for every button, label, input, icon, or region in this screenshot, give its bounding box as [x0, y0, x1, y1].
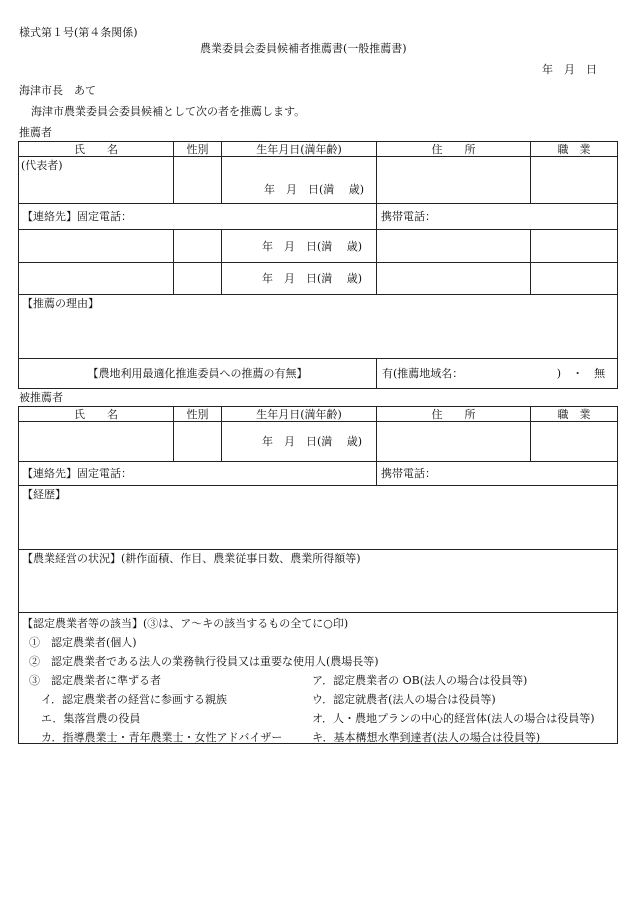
header-birth: 生年月日(満年齢) — [222, 142, 377, 157]
gender-cell-2[interactable] — [174, 230, 222, 263]
farming-cell[interactable] — [19, 550, 618, 613]
name-cell-3[interactable] — [19, 263, 174, 295]
certified-item-e[interactable]: エ．集落営農の役員 — [41, 712, 141, 725]
certified-item-ki[interactable]: キ．基本構想水準到達者(法人の場合は役員等) — [312, 731, 541, 744]
nominee-header-address: 住 所 — [377, 407, 531, 422]
header-address: 住 所 — [377, 142, 531, 157]
address-cell-3[interactable] — [377, 263, 531, 295]
representative-label: (代表者) — [21, 159, 63, 172]
nominee-name-cell[interactable] — [19, 422, 174, 462]
nominee-header-gender: 性別 — [174, 407, 222, 422]
committee-value: 有(推薦地域名： ) ・ 無 — [382, 367, 606, 380]
nominee-birth-cell[interactable]: 年 月 日(満 歳) — [222, 422, 377, 462]
birth-cell[interactable] — [222, 157, 377, 204]
committee-value-cell[interactable] — [377, 359, 618, 389]
header-job: 職 業 — [531, 142, 618, 157]
header-name: 氏 名 — [19, 142, 174, 157]
job-cell[interactable] — [531, 157, 618, 204]
certified-item-u[interactable]: ウ．認定就農者(法人の場合は役員等) — [312, 693, 496, 706]
nominee-gender-cell[interactable] — [174, 422, 222, 462]
nominee-mobile-phone-cell[interactable] — [377, 462, 618, 486]
intro-text: 海津市農業委員会委員候補として次の者を推薦します。 — [31, 105, 306, 118]
job-cell-3[interactable] — [531, 263, 618, 295]
certified-item-o[interactable]: オ．人・農地プランの中心的経営体(法人の場合は役員等) — [312, 712, 595, 725]
job-cell-2[interactable] — [531, 230, 618, 263]
birth-placeholder: 年 月 日(満 歳) — [264, 183, 365, 196]
fixed-phone-label: 【連絡先】固定電話： — [22, 210, 132, 223]
addressee: 海津市長 あて — [19, 84, 96, 97]
gender-cell[interactable] — [174, 157, 222, 204]
reason-label: 【推薦の理由】 — [22, 297, 99, 310]
certified-item-1[interactable]: ① 認定農業者(個人) — [29, 636, 137, 649]
nominee-fixed-phone-label: 【連絡先】固定電話： — [22, 467, 132, 480]
certified-cell — [19, 613, 618, 744]
address-cell[interactable] — [377, 157, 531, 204]
nominee-address-cell[interactable] — [377, 422, 531, 462]
nominee-job-cell[interactable] — [531, 422, 618, 462]
career-label: 【経歴】 — [22, 488, 66, 501]
committee-label-cell: 【農地利用最適化推進委員への推薦の有無】 — [19, 359, 377, 389]
career-cell[interactable] — [19, 486, 618, 550]
nominee-header-name: 氏 名 — [19, 407, 174, 422]
gender-cell-3[interactable] — [174, 263, 222, 295]
certified-title: 【認定農業者等の該当】(③は、ア〜キの該当するもの全てに○印) — [22, 617, 349, 630]
mobile-phone-label: 携帯電話： — [381, 210, 436, 223]
nominee-fixed-phone-cell[interactable] — [19, 462, 377, 486]
nominee-header-job: 職 業 — [531, 407, 618, 422]
reason-cell[interactable] — [19, 295, 618, 359]
nominee-section-label: 被推薦者 — [19, 391, 63, 404]
certified-item-ka[interactable]: カ．指導農業士・青年農業士・女性アドバイザー — [41, 731, 283, 744]
nominee-header-birth: 生年月日(満年齢) — [222, 407, 377, 422]
certified-item-3[interactable]: ③ 認定農業者に準ずる者 — [29, 674, 161, 687]
form-title: 農業委員会委員候補者推薦書(一般推薦書) — [200, 42, 407, 55]
recommender-section-label: 推薦者 — [19, 126, 52, 139]
form-id: 様式第１号(第４条関係) — [19, 26, 138, 39]
representative-name-cell[interactable] — [19, 157, 174, 204]
birth-cell-2[interactable]: 年 月 日(満 歳) — [222, 230, 377, 263]
recommender-table — [18, 141, 618, 389]
certified-item-i[interactable]: イ．認定農業者の経営に参画する親族 — [41, 693, 228, 706]
date-line: 年 月 日 — [542, 63, 597, 76]
nominee-table — [18, 406, 618, 744]
certified-item-a[interactable]: ア．認定農業者の OB(法人の場合は役員等) — [312, 674, 528, 687]
fixed-phone-cell[interactable] — [19, 204, 377, 230]
farming-label: 【農業経営の状況】(耕作面積、作目、農業従事日数、農業所得額等) — [22, 552, 361, 565]
address-cell-2[interactable] — [377, 230, 531, 263]
birth-cell-3[interactable]: 年 月 日(満 歳) — [222, 263, 377, 295]
header-gender: 性別 — [174, 142, 222, 157]
certified-item-2[interactable]: ② 認定農業者である法人の業務執行役員又は重要な使用人(農場長等) — [29, 655, 379, 668]
nominee-mobile-phone-label: 携帯電話： — [381, 467, 436, 480]
name-cell-2[interactable] — [19, 230, 174, 263]
mobile-phone-cell[interactable] — [377, 204, 618, 230]
